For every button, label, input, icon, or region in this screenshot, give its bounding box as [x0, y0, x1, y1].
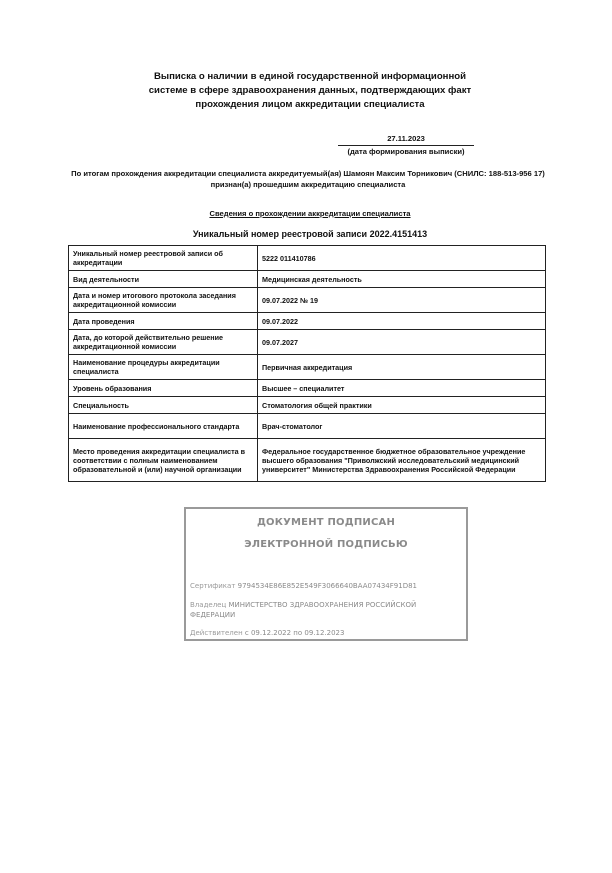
- table-row: [69, 439, 546, 482]
- title-line-2: системе в сфере здравоохранения данных, подтверждающих факт: [148, 85, 472, 96]
- owner-value: МИНИСТЕРСТВО ЗДРАВООХРАНЕНИЯ РОССИЙСКОЙ ФЕДЕРАЦИИ: [190, 601, 417, 619]
- table-row: [69, 313, 546, 330]
- row-key: Специальность: [69, 397, 258, 414]
- row-value: 09.07.2027: [258, 330, 546, 355]
- section-heading: Сведения о прохождении аккредитации специалиста: [209, 209, 411, 218]
- table-row: [69, 380, 546, 397]
- stamp-line-1: ДОКУМЕНТ ПОДПИСАН: [256, 517, 396, 528]
- issue-date-caption: (дата формирования выписки): [347, 147, 465, 156]
- certificate-value: 9794534E86E852E549F3066640BAA07434F91D81: [237, 582, 417, 590]
- row-value: Медицинская деятельность: [258, 271, 546, 288]
- row-value: Федеральное государственное бюджетное образовательное учреждение высшего образования "Приволжский исследовательский медицинский университет" Министерства Здравоохранения Российской Федерации: [258, 439, 546, 482]
- title-line-3: прохождения лицом аккредитации специалиста: [195, 99, 425, 110]
- valid-label: Действителен: [190, 629, 243, 637]
- table-row: [69, 288, 546, 313]
- row-value: Стоматология общей практики: [258, 397, 546, 414]
- table-row: [69, 355, 546, 380]
- intro-paragraph: По итогам прохождения аккредитации специалиста аккредитуемый(ая) Шамоян Максим Торникович (СНИЛС: 188-513-956 17) признан(а) прошедшим аккредитацию специалиста: [71, 169, 545, 189]
- row-value: 5222 011410786: [258, 246, 546, 271]
- title-line-1: Выписка о наличии в единой государственной информационной: [153, 71, 467, 82]
- table-row: [69, 271, 546, 288]
- issue-date: 27.11.2023: [338, 134, 474, 146]
- row-key: Место проведения аккредитации специалиста в соответствии с полным наименованием образовательной и (или) научной организации: [69, 439, 258, 482]
- table-row: [69, 414, 546, 439]
- row-value: 09.07.2022: [258, 313, 546, 330]
- row-key: Уровень образования: [69, 380, 258, 397]
- row-key: Вид деятельности: [69, 271, 258, 288]
- row-key: Дата проведения: [69, 313, 258, 330]
- stamp-validity: [190, 628, 460, 638]
- row-key: Наименование профессионального стандарта: [69, 414, 258, 439]
- registry-number-heading: Уникальный номер реестровой записи 2022.4151413: [192, 229, 428, 239]
- row-key: Дата и номер итогового протокола заседания аккредитационной комиссии: [69, 288, 258, 313]
- accreditation-table: [68, 245, 546, 482]
- stamp-line-2: ЭЛЕКТРОННОЙ ПОДПИСЬЮ: [244, 539, 408, 550]
- owner-label: Владелец: [190, 601, 227, 609]
- certificate-label: Сертификат: [190, 582, 236, 590]
- row-value: Первичная аккредитация: [258, 355, 546, 380]
- stamp-owner: [190, 600, 460, 620]
- row-value: 09.07.2022 № 19: [258, 288, 546, 313]
- row-value: Врач-стоматолог: [258, 414, 546, 439]
- valid-value: с 09.12.2022 по 09.12.2023: [244, 629, 345, 637]
- row-key: Наименование процедуры аккредитации специалиста: [69, 355, 258, 380]
- row-value: Высшее – специалитет: [258, 380, 546, 397]
- document-title: [120, 70, 500, 112]
- row-key: Уникальный номер реестровой записи об аккредитации: [69, 246, 258, 271]
- row-key: Дата, до которой действительно решение аккредитационной комиссии: [69, 330, 258, 355]
- table-row: [69, 330, 546, 355]
- table-row: [69, 397, 546, 414]
- electronic-signature-stamp: [184, 507, 468, 641]
- issue-date-block: [338, 134, 474, 157]
- table-row: [69, 246, 546, 271]
- stamp-certificate: [190, 581, 460, 591]
